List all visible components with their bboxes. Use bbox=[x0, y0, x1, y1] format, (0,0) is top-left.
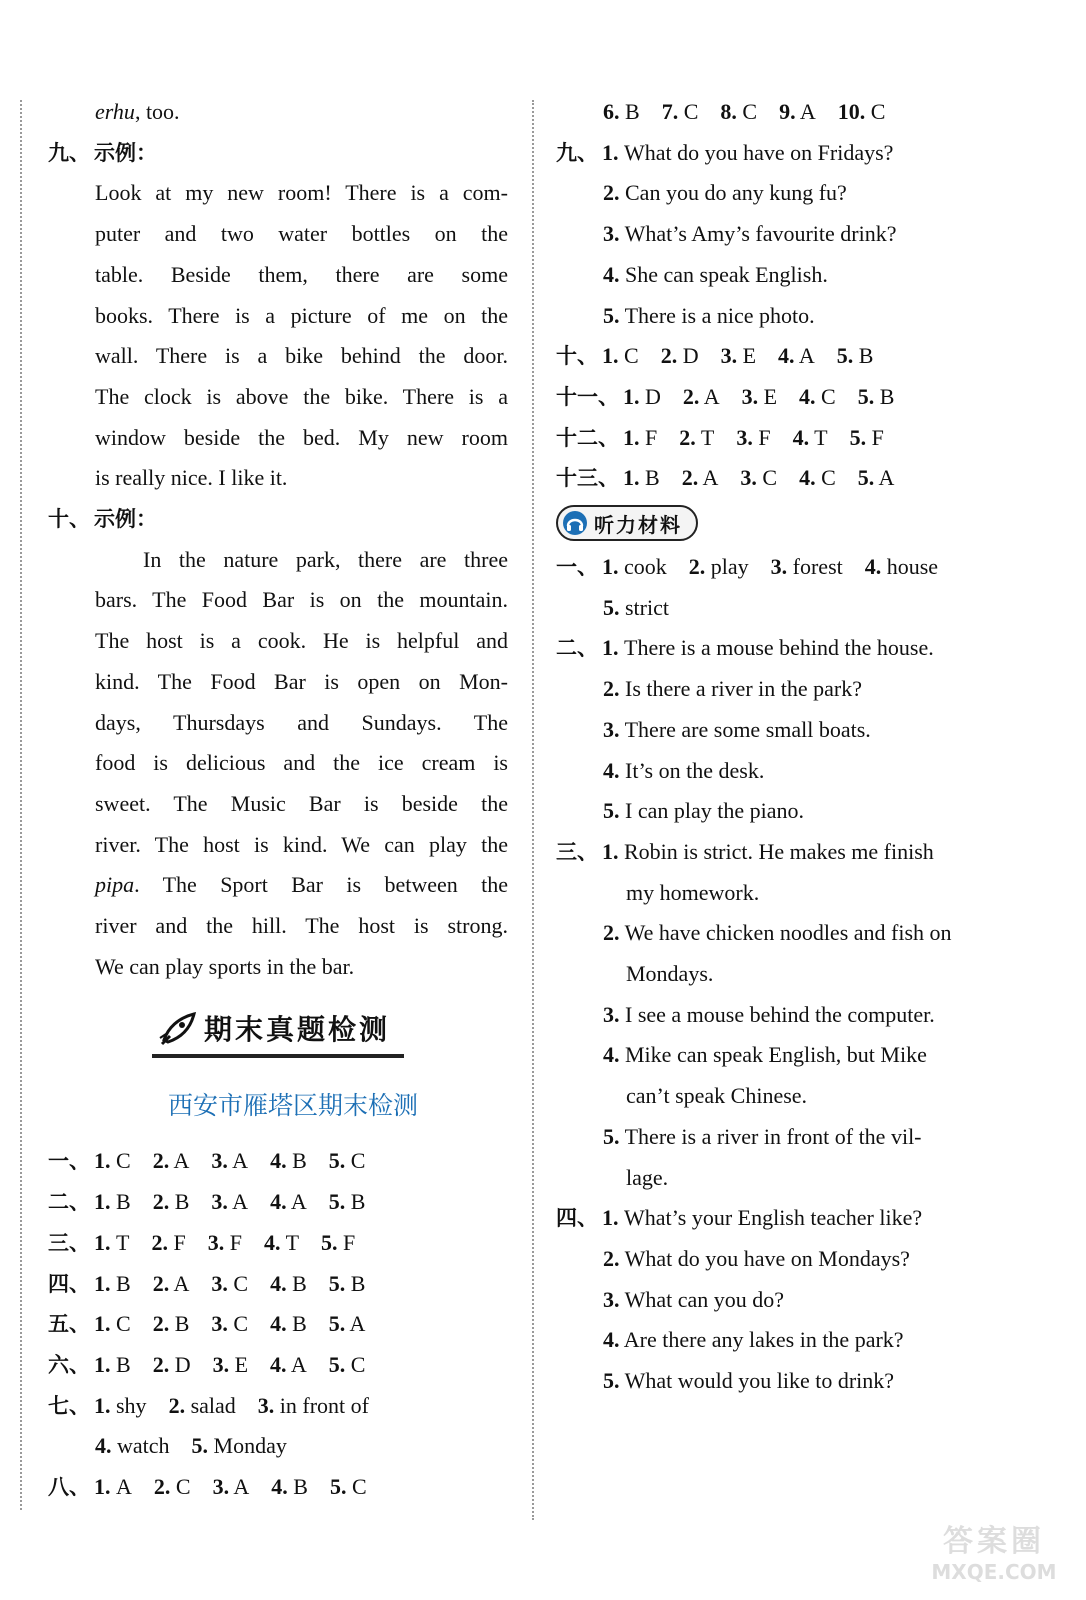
right-column bbox=[556, 92, 1016, 1402]
answer-row bbox=[48, 1182, 508, 1223]
answer-value: E bbox=[763, 383, 778, 409]
listening-1-row: 一、 1. cook 2. play 3. forest 4. house bbox=[556, 554, 939, 580]
answer-item bbox=[603, 99, 640, 124]
answer-item bbox=[270, 1271, 307, 1296]
answer-item bbox=[779, 99, 816, 124]
answer-value: in front of bbox=[279, 1392, 369, 1418]
answer-item bbox=[865, 554, 938, 579]
answer-number: 3. bbox=[720, 343, 738, 369]
answer-value: A bbox=[173, 1270, 190, 1296]
answer-value: C bbox=[116, 1311, 131, 1337]
answer-item bbox=[850, 425, 884, 450]
section-7-row: 七、 1. shy 2. salad 3. in front of bbox=[48, 1392, 369, 1418]
answer-value: C bbox=[683, 99, 699, 124]
section-9-row: 九、 1. What do you have on Fridays? bbox=[556, 139, 894, 165]
answer-number: 4. bbox=[792, 424, 810, 450]
answer-number: 3. bbox=[740, 465, 757, 491]
answer-number: 5. bbox=[849, 424, 867, 450]
answer-item bbox=[211, 1311, 248, 1336]
essay-line: We can play sports in the bar. bbox=[95, 953, 355, 979]
answer-value: T bbox=[285, 1229, 300, 1255]
answer-item bbox=[95, 1433, 170, 1458]
sentence-line: 3. What can you do? bbox=[603, 1286, 785, 1312]
section-9-heading: 九、 示例： bbox=[48, 140, 157, 165]
answer-item bbox=[154, 1474, 191, 1499]
essay-line: pipa. The Sport Bar is between the bbox=[95, 872, 508, 898]
answer-item bbox=[329, 1189, 366, 1214]
answer-number: 5. bbox=[836, 343, 854, 369]
essay-line: Look at my new room! There is a com- bbox=[95, 180, 508, 206]
answer-item bbox=[153, 1189, 190, 1214]
answer-item bbox=[689, 554, 749, 579]
answer-item bbox=[153, 1148, 190, 1173]
erhu-line: erhu, too. bbox=[95, 99, 180, 124]
answer-item bbox=[742, 384, 777, 409]
answer-number: 4. bbox=[95, 1433, 112, 1459]
section-label: 十三、 bbox=[556, 466, 619, 491]
answer-value: T bbox=[700, 424, 715, 450]
answer-value: A bbox=[232, 1189, 249, 1215]
answer-value: F bbox=[758, 424, 771, 450]
answer-item bbox=[211, 1148, 248, 1173]
answer-item bbox=[602, 343, 639, 368]
answer-number: 1. bbox=[94, 1189, 111, 1215]
answer-item bbox=[258, 1393, 369, 1418]
answer-number: 2. bbox=[679, 424, 696, 450]
answer-value: A bbox=[702, 465, 719, 491]
essay-line: food is delicious and the ice cream is bbox=[95, 750, 508, 776]
rocket-icon bbox=[158, 1010, 198, 1046]
essay-line: days, Thursdays and Sundays. The bbox=[95, 709, 508, 735]
answer-number: 4. bbox=[270, 1189, 287, 1215]
answer-item bbox=[329, 1271, 366, 1296]
answer-number: 10. bbox=[837, 99, 866, 124]
answer-item bbox=[662, 99, 699, 124]
essay-line: In the nature park, there are three bbox=[143, 546, 508, 572]
section-label: 三、 bbox=[48, 1230, 90, 1255]
answer-number: 2. bbox=[152, 1311, 170, 1337]
essay-line: books. There is a picture of me on the bbox=[95, 302, 508, 328]
answer-item bbox=[623, 425, 657, 450]
answer-number: 5. bbox=[328, 1311, 346, 1337]
sentence-line: 4. It’s on the desk. bbox=[603, 757, 765, 783]
sentence-line: 4. Are there any lakes in the park? bbox=[603, 1327, 904, 1353]
sentence-line: 3. I see a mouse behind the computer. bbox=[603, 1001, 935, 1027]
answer-value: B bbox=[174, 1189, 190, 1215]
answer-value: A bbox=[290, 1351, 307, 1377]
answer-item bbox=[264, 1230, 299, 1255]
answer-number: 3. bbox=[741, 383, 759, 409]
answer-number: 7. bbox=[661, 99, 679, 124]
answer-number: 3. bbox=[211, 1148, 228, 1174]
answer-number: 3. bbox=[257, 1392, 275, 1418]
essay-line: The host is a cook. He is helpful and bbox=[95, 628, 508, 654]
answer-item bbox=[799, 384, 836, 409]
section-label: 二、 bbox=[48, 1190, 90, 1215]
answer-number: 1. bbox=[94, 1270, 111, 1296]
answer-value: house bbox=[886, 554, 939, 580]
answer-value: C bbox=[350, 1351, 366, 1377]
answer-item bbox=[858, 465, 895, 490]
right-answer-rows bbox=[556, 336, 1016, 499]
answer-number: 1. bbox=[94, 1148, 111, 1174]
answer-number: 9. bbox=[779, 99, 796, 124]
answer-item bbox=[94, 1474, 132, 1499]
answer-value: C bbox=[116, 1148, 131, 1174]
answer-value: B bbox=[174, 1311, 190, 1337]
answer-value: C bbox=[762, 465, 778, 491]
answer-number: 5. bbox=[857, 383, 875, 409]
answer-number: 4. bbox=[263, 1229, 281, 1255]
answer-value: E bbox=[234, 1351, 249, 1377]
section-label: 十二、 bbox=[556, 425, 619, 450]
answer-value: B bbox=[292, 1148, 307, 1174]
sentence-line: 5. There is a river in front of the vil- bbox=[603, 1123, 922, 1149]
answer-item bbox=[94, 1148, 131, 1173]
answer-value: E bbox=[742, 343, 757, 369]
answer-item bbox=[623, 384, 661, 409]
sentence-line-cont: Mondays. bbox=[626, 961, 714, 987]
answer-value: A bbox=[799, 99, 816, 124]
left-column bbox=[48, 92, 508, 1508]
section-10-essay bbox=[48, 540, 508, 988]
answer-item bbox=[94, 1189, 131, 1214]
answer-item bbox=[838, 99, 886, 124]
answer-number: 2. bbox=[153, 1474, 171, 1500]
site-watermark: 答案圈 MXQE.COM bbox=[931, 1524, 1057, 1584]
answer-value: C bbox=[821, 465, 836, 491]
answer-item bbox=[271, 1474, 308, 1499]
left-margin-rule bbox=[20, 100, 22, 1510]
answer-number: 5. bbox=[328, 1351, 346, 1377]
answer-number: 1. bbox=[94, 1311, 111, 1337]
answer-item bbox=[771, 554, 843, 579]
section-10-heading: 十、 示例： bbox=[48, 507, 157, 532]
section-7-row-cont bbox=[48, 1426, 508, 1467]
answer-value: T bbox=[814, 424, 828, 450]
answer-value: A bbox=[798, 343, 815, 369]
answer-item bbox=[858, 384, 895, 409]
answer-number: 4. bbox=[799, 465, 816, 491]
answer-number: 3. bbox=[211, 1311, 228, 1337]
answer-value: B bbox=[293, 1474, 308, 1500]
answer-item bbox=[94, 1393, 147, 1418]
answer-item bbox=[720, 99, 757, 124]
section-label: 六、 bbox=[48, 1352, 90, 1377]
answer-value: A bbox=[349, 1311, 366, 1337]
answer-number: 3. bbox=[212, 1351, 230, 1377]
essay-line: river. The host is kind. We can play the bbox=[95, 831, 508, 857]
answer-item bbox=[329, 1352, 366, 1377]
answer-value: A bbox=[878, 465, 895, 491]
answer-row bbox=[556, 377, 1016, 418]
answer-number: 3. bbox=[736, 424, 753, 450]
sentence-line: 5. There is a nice photo. bbox=[603, 302, 815, 328]
answer-item bbox=[270, 1148, 307, 1173]
answer-item bbox=[329, 1148, 366, 1173]
answer-item bbox=[213, 1474, 250, 1499]
answer-value: C bbox=[351, 1474, 367, 1500]
answer-item bbox=[94, 1271, 131, 1296]
banner-title: 期末真题检测 bbox=[203, 1013, 390, 1047]
essay-line: window beside the bed. My new room bbox=[95, 424, 508, 450]
answer-value: D bbox=[645, 383, 661, 409]
answer-value: B bbox=[292, 1311, 307, 1337]
answer-number: 2. bbox=[152, 1351, 170, 1377]
answer-item bbox=[270, 1311, 307, 1336]
answer-value: watch bbox=[117, 1433, 170, 1459]
answer-number: 4. bbox=[270, 1270, 287, 1296]
answer-number: 1. bbox=[94, 1474, 111, 1500]
answer-number: 3. bbox=[212, 1474, 230, 1500]
listening-4-row: 四、 1. What’s your English teacher like? bbox=[556, 1205, 923, 1231]
answer-value: F bbox=[871, 424, 884, 450]
answer-value: B bbox=[292, 1270, 307, 1296]
sentence-line: 2. Can you do any kung fu? bbox=[603, 180, 847, 206]
answer-value: F bbox=[173, 1229, 186, 1255]
answer-row bbox=[48, 1345, 508, 1386]
answer-row bbox=[556, 418, 1016, 459]
answer-item bbox=[602, 554, 667, 579]
essay-line: kind. The Food Bar is open on Mon- bbox=[95, 668, 508, 694]
answer-row bbox=[48, 1264, 508, 1305]
answer-row bbox=[48, 1141, 508, 1182]
answer-number: 2. bbox=[151, 1229, 168, 1255]
answer-number: 1. bbox=[602, 343, 619, 369]
answer-number: 5. bbox=[329, 1474, 347, 1500]
answer-value: A bbox=[290, 1189, 307, 1215]
answer-item bbox=[721, 343, 756, 368]
sentence-line: 2. What do you have on Mondays? bbox=[603, 1245, 910, 1271]
answer-item bbox=[330, 1474, 367, 1499]
answer-row bbox=[48, 1304, 508, 1345]
answer-number: 1. bbox=[94, 1229, 111, 1255]
sentence-line: 5. I can play the piano. bbox=[603, 798, 804, 824]
answer-item bbox=[740, 465, 777, 490]
answer-item bbox=[169, 1393, 236, 1418]
listening-2-row: 二、 1. There is a mouse behind the house. bbox=[556, 635, 934, 661]
answer-number: 5. bbox=[328, 1189, 346, 1215]
answer-number: 1. bbox=[602, 554, 619, 580]
answer-item bbox=[679, 425, 714, 450]
essay-line: is really nice. I like it. bbox=[95, 465, 288, 491]
answer-item bbox=[153, 1311, 190, 1336]
essay-line: The clock is above the bike. There is a bbox=[95, 383, 508, 409]
answer-item bbox=[682, 465, 719, 490]
answer-value: B bbox=[116, 1351, 131, 1377]
essay-line: bars. The Food Bar is on the mountain. bbox=[95, 587, 508, 613]
answer-number: 4. bbox=[271, 1474, 288, 1500]
answer-number: 2. bbox=[152, 1148, 170, 1174]
listening-3-row: 三、 1. Robin is strict. He makes me finish bbox=[556, 838, 934, 864]
answer-item bbox=[799, 465, 836, 490]
answer-number: 4. bbox=[270, 1311, 287, 1337]
answer-value: salad bbox=[190, 1392, 236, 1418]
answer-number: 4. bbox=[864, 554, 882, 580]
answer-value: C bbox=[175, 1474, 191, 1500]
answer-item bbox=[213, 1352, 248, 1377]
answer-value: play bbox=[710, 554, 749, 580]
essay-line: sweet. The Music Bar is beside the bbox=[95, 790, 508, 816]
answer-value: F bbox=[229, 1229, 242, 1255]
answer-number: 2. bbox=[152, 1189, 170, 1215]
answer-value: A bbox=[116, 1474, 132, 1500]
answer-value: B bbox=[858, 343, 874, 369]
answer-number: 5. bbox=[321, 1229, 338, 1255]
answer-value: C bbox=[350, 1148, 366, 1174]
answer-item bbox=[661, 343, 699, 368]
sentence-line: 2. Is there a river in the park? bbox=[603, 676, 862, 702]
section-label: 十、 bbox=[556, 344, 598, 369]
column-divider bbox=[532, 100, 534, 1520]
answer-number: 5. bbox=[191, 1433, 209, 1459]
sentence-line: 4. She can speak English. bbox=[603, 261, 828, 287]
answer-number: 1. bbox=[623, 465, 640, 491]
answer-item bbox=[603, 595, 669, 620]
answer-number: 1. bbox=[94, 1392, 111, 1418]
sentence-line-cont: lage. bbox=[626, 1164, 669, 1190]
answer-item bbox=[736, 425, 770, 450]
final-exam-banner bbox=[48, 991, 508, 1075]
answer-value: D bbox=[682, 343, 699, 369]
answer-number: 3. bbox=[211, 1270, 228, 1296]
answer-item bbox=[94, 1311, 131, 1336]
answer-value: C bbox=[624, 343, 639, 369]
answer-value: F bbox=[645, 424, 658, 450]
section-9-essay bbox=[48, 173, 508, 499]
answer-item bbox=[793, 425, 828, 450]
answer-row-6-10 bbox=[556, 92, 1016, 133]
answer-item bbox=[94, 1230, 129, 1255]
answer-number: 5. bbox=[603, 594, 620, 620]
answer-number: 4. bbox=[270, 1148, 287, 1174]
section-8-row: 八、 1. A 2. C 3. A 4. B 5. C bbox=[48, 1474, 367, 1500]
answer-item bbox=[151, 1230, 185, 1255]
answer-number: 2. bbox=[681, 465, 699, 491]
answer-row bbox=[556, 458, 1016, 499]
answer-item bbox=[153, 1352, 191, 1377]
answer-number: 2. bbox=[660, 343, 678, 369]
answer-number: 3. bbox=[211, 1189, 228, 1215]
answer-value: C bbox=[233, 1311, 249, 1337]
answer-value: D bbox=[174, 1351, 191, 1377]
answer-item bbox=[211, 1189, 248, 1214]
answer-number: 1. bbox=[94, 1351, 111, 1377]
answer-number: 1. bbox=[623, 424, 640, 450]
answer-value: A bbox=[703, 383, 720, 409]
answer-value: Monday bbox=[213, 1433, 287, 1459]
answer-item bbox=[778, 343, 815, 368]
answer-number: 1. bbox=[623, 383, 640, 409]
answer-item bbox=[321, 1230, 355, 1255]
answer-value: cook bbox=[624, 554, 667, 580]
sentence-line: 4. Mike can speak English, but Mike bbox=[603, 1042, 927, 1068]
answer-value: strict bbox=[625, 594, 669, 620]
answer-value: A bbox=[233, 1474, 250, 1500]
answer-number: 3. bbox=[770, 554, 788, 580]
answer-item bbox=[153, 1271, 190, 1296]
answer-number: 4. bbox=[799, 383, 816, 409]
answer-row bbox=[556, 336, 1016, 377]
answer-value: T bbox=[116, 1229, 130, 1255]
answer-number: 2. bbox=[688, 554, 706, 580]
answer-number: 5. bbox=[857, 465, 875, 491]
answer-item bbox=[94, 1352, 131, 1377]
sentence-line: 2. We have chicken noodles and fish on bbox=[603, 920, 952, 946]
headphones-icon bbox=[562, 510, 588, 536]
answer-item bbox=[208, 1230, 242, 1255]
answer-item bbox=[837, 343, 874, 368]
answer-value: forest bbox=[792, 554, 843, 580]
answer-value: A bbox=[173, 1148, 190, 1174]
answer-item bbox=[683, 384, 720, 409]
answer-number: 6. bbox=[603, 99, 620, 124]
answer-number: 2. bbox=[168, 1392, 186, 1418]
answer-number: 5. bbox=[328, 1270, 346, 1296]
sentence-line: 3. What’s Amy’s favourite drink? bbox=[603, 221, 897, 247]
listening-materials-label: 听力材料 bbox=[594, 512, 682, 537]
answer-item bbox=[623, 465, 660, 490]
section-label: 十一、 bbox=[556, 384, 619, 409]
answer-row bbox=[48, 1223, 508, 1264]
section-label: 一、 bbox=[48, 1149, 90, 1174]
answer-value: B bbox=[879, 383, 895, 409]
answer-value: shy bbox=[116, 1392, 147, 1418]
answer-value: B bbox=[350, 1270, 366, 1296]
essay-line: river and the hill. The host is strong. bbox=[95, 913, 508, 939]
answer-number: 8. bbox=[720, 99, 737, 124]
answer-item bbox=[270, 1352, 307, 1377]
answer-number: 2. bbox=[682, 383, 700, 409]
answer-value: A bbox=[232, 1148, 249, 1174]
answer-value: C bbox=[233, 1270, 249, 1296]
left-answer-rows bbox=[48, 1141, 508, 1385]
answer-number: 2. bbox=[152, 1270, 170, 1296]
answer-value: F bbox=[343, 1229, 356, 1255]
section-label: 四、 bbox=[48, 1271, 90, 1296]
answer-value: B bbox=[350, 1189, 366, 1215]
sentence-line: 5. What would you like to drink? bbox=[603, 1368, 895, 1394]
answer-value: C bbox=[742, 99, 758, 124]
answer-value: C bbox=[821, 383, 836, 409]
answer-value: B bbox=[116, 1270, 131, 1296]
answer-item bbox=[329, 1311, 366, 1336]
answer-number: 4. bbox=[778, 343, 795, 369]
answer-number: 5. bbox=[328, 1148, 346, 1174]
answer-item bbox=[270, 1189, 307, 1214]
answer-number: 3. bbox=[207, 1229, 225, 1255]
sentence-line-cont: can’t speak Chinese. bbox=[626, 1083, 808, 1109]
sentence-line: 3. There are some small boats. bbox=[603, 716, 871, 742]
answer-item bbox=[211, 1271, 248, 1296]
section-label: 五、 bbox=[48, 1312, 90, 1337]
sentence-line-cont: my homework. bbox=[626, 879, 760, 905]
answer-number: 4. bbox=[270, 1351, 287, 1377]
essay-line: puter and two water bottles on the bbox=[95, 221, 508, 247]
answer-item bbox=[192, 1433, 287, 1458]
answer-value: B bbox=[625, 99, 640, 124]
listening-1-row-cont bbox=[556, 588, 1016, 629]
answer-value: B bbox=[645, 465, 660, 491]
essay-line: wall. There is a bike behind the door. bbox=[95, 343, 508, 369]
answer-value: C bbox=[870, 99, 886, 124]
answer-value: B bbox=[116, 1189, 131, 1215]
listening-materials-heading bbox=[556, 499, 1016, 547]
essay-line: table. Beside them, there are some bbox=[95, 261, 508, 287]
exam-subheading: 西安市雁塔区期末检测 bbox=[167, 1091, 418, 1121]
